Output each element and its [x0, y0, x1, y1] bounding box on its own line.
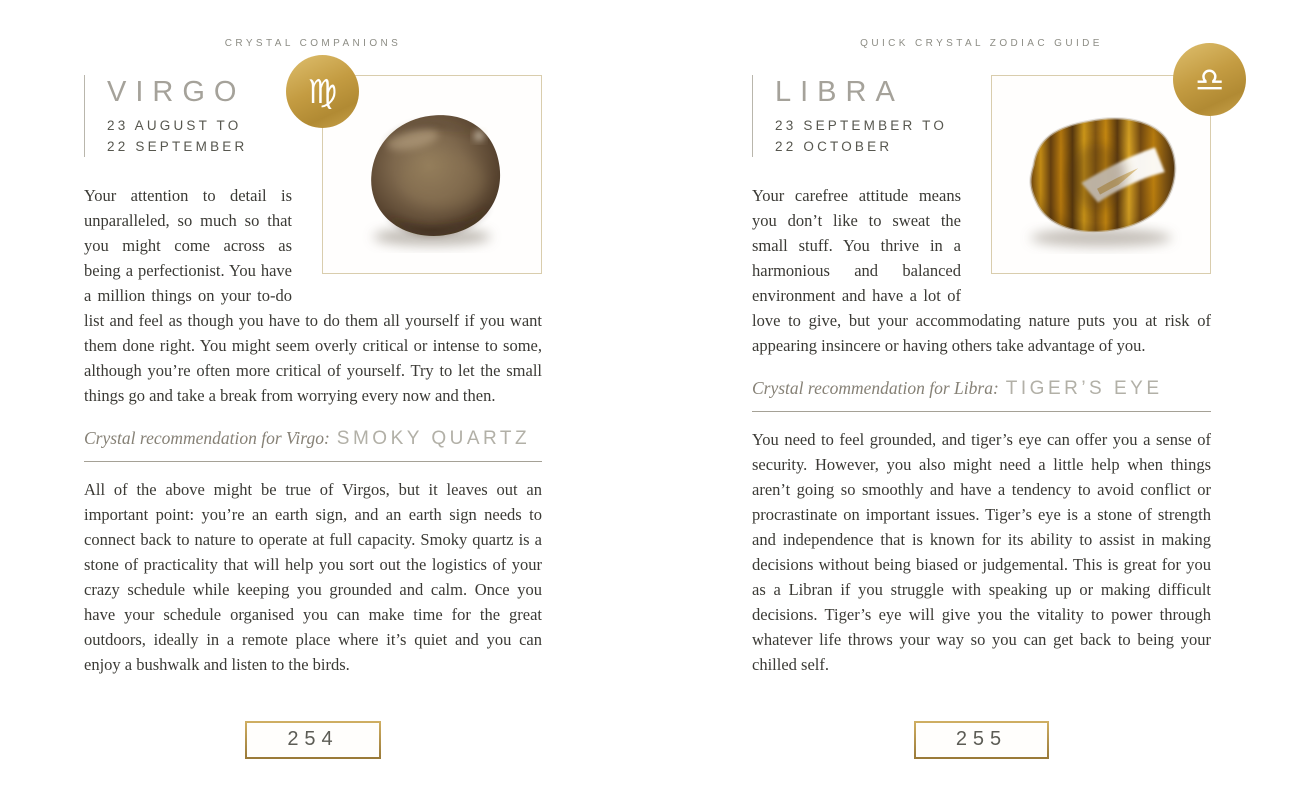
libra-symbol-icon: ♎	[1194, 60, 1225, 99]
date-range-line-1: 23 AUGUST TO	[107, 118, 242, 134]
zodiac-badge	[286, 55, 359, 128]
section-divider	[752, 411, 1211, 412]
date-range-line-2: 22 SEPTEMBER	[107, 138, 248, 154]
sign-title: LIBRA	[775, 76, 904, 108]
stone-photo-frame	[307, 72, 542, 274]
crystal-name: SMOKY QUARTZ	[336, 427, 531, 449]
page-footer	[0, 721, 647, 759]
smoky-quartz-photo	[334, 86, 530, 264]
page-content	[647, 38, 1295, 677]
stone-photo-frame	[991, 60, 1225, 274]
detail-paragraph: All of the above might be true of Virgos, but it leaves out an important point: you’re an earth sign, and an earth sign needs to connect back to nature to operate at full capacity. Smoky quartz is a stone of practicality that will help you sort out the logistics of your crazy schedule while keeping you grounded and calm. Once you have your schedule organised you can make time for the great outdoors, ideally in a remote place where it’s quiet and you can enjoy a bushwalk and listen to the birds.	[84, 479, 542, 674]
crystal-recommendation-row	[752, 378, 1211, 400]
date-range-line-1: 23 SEPTEMBER TO	[775, 118, 948, 134]
section-divider	[84, 461, 542, 462]
crystal-name: TIGER’S EYE	[1005, 377, 1163, 399]
page-footer	[647, 721, 1295, 759]
page-virgo	[0, 0, 647, 800]
page-libra	[647, 0, 1295, 800]
virgo-symbol-icon: ♍	[307, 72, 338, 111]
crystal-recommendation-label: Crystal recommendation for Libra:	[752, 377, 999, 398]
running-head: QUICK CRYSTAL ZODIAC GUIDE	[860, 38, 1103, 49]
detail-paragraph: You need to feel grounded, and tiger’s eye can offer you a sense of security. However, you also might need a little help when things aren’t going so smoothly and have a tendency to avoid conflict or procrastinate on important issues. Tiger’s eye is a stone of strength and independence that is known for its ability to assist in making decisions without being biased or judgemental. This is great for you as a Libran if you struggle with speaking up or making difficult decisions. Tiger’s eye will give you the vitality to power through whatever life throws your way so you can get back to being your chilled self.	[752, 429, 1211, 674]
date-range-line-2: 22 OCTOBER	[775, 138, 893, 154]
tigers-eye-photo	[1003, 86, 1199, 264]
page-number-badge: 254	[245, 721, 380, 759]
sign-title: VIRGO	[107, 76, 246, 108]
crystal-recommendation-label: Crystal recommendation for Virgo:	[84, 427, 330, 448]
intro-paragraph: Your carefree attitude means you don’t like to sweat the small stuff. You thrive in a harmonious and balanced environment and have a lot of love to give, but your accommodating nature puts you at risk of appearing insincere or having others take advantage of you.	[752, 185, 1211, 355]
running-head: CRYSTAL COMPANIONS	[224, 38, 402, 49]
crystal-recommendation-row	[84, 428, 542, 450]
intro-paragraph: Your attention to detail is unparalleled, so much so that you might come across as being a perfectionist. You have a million things on your to-do list and feel as though you have to do them all yourself if you want them done right. You might seem overly critical or intense to some, although you’re often more critical of yourself. Try to let the small things go and take a break from worrying every now and then.	[84, 185, 542, 405]
zodiac-badge	[1173, 43, 1246, 116]
page-content	[0, 38, 647, 677]
page-number-badge: 255	[914, 721, 1049, 759]
